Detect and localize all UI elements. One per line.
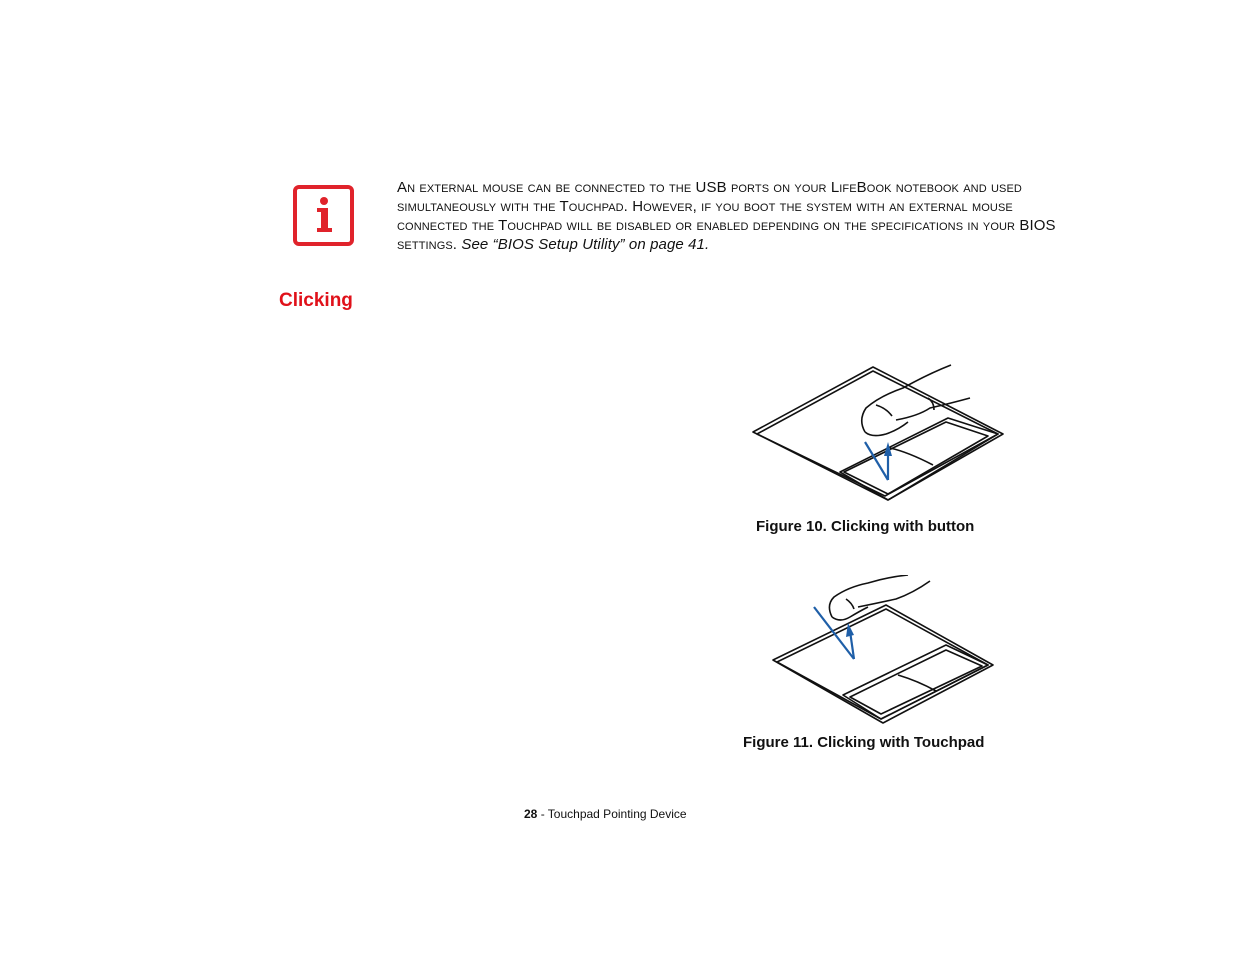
figure-clicking-with-touchpad — [768, 575, 998, 725]
page-footer — [524, 807, 687, 821]
figure-10-caption: Figure 10. Clicking with button — [756, 518, 975, 535]
note-cross-reference[interactable]: See “BIOS Setup Utility” on page 41. — [461, 236, 710, 253]
note-body: An external mouse can be connected to the USB ports on your LifeBook notebook and used simultaneously with the Touchpad. However, if you boot the system with an external mouse connected the Touchpad will be disabled or enabled depending on the specifications in your BIOS settings. — [397, 179, 1056, 253]
page-number: 28 — [524, 807, 538, 821]
note-text — [397, 178, 1057, 254]
info-icon — [293, 185, 354, 246]
figure-clicking-with-button — [748, 360, 1008, 505]
section-heading: Clicking — [279, 290, 353, 311]
figure-11-caption: Figure 11. Clicking with Touchpad — [743, 734, 985, 751]
footer-chapter-title: - Touchpad Pointing Device — [537, 807, 687, 821]
